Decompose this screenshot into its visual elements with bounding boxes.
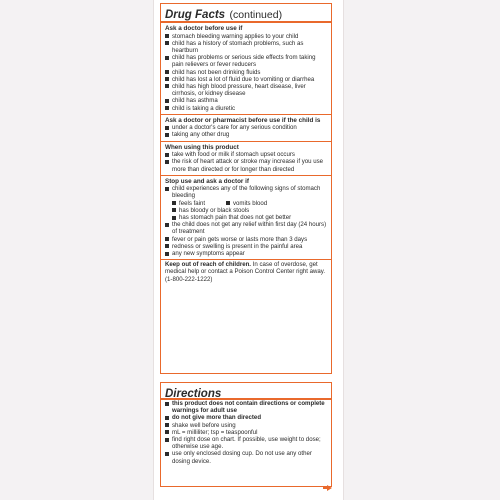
sub-list-item: has stomach pain that does not get better (165, 214, 327, 221)
list-item: fever or pain gets worse or lasts more than 3 days (165, 236, 327, 243)
list-item: the child does not get any relief within first day (24 hours) of treatment (165, 221, 327, 235)
list-item: use only enclosed dosing cup. Do not use any other dosing device. (165, 450, 328, 464)
list-item: do not give more than directed (165, 414, 328, 421)
list-item: child has problems or serious side effects from taking pain relievers or fever reducers (165, 54, 327, 68)
list-item: child experiences any of the following signs of stomach bleeding (165, 185, 327, 199)
keep-out-heading: Keep out of reach of children. (165, 261, 251, 269)
directions-heading: Directions (165, 388, 222, 400)
list-item: stomach bleeding warning applies to your child (165, 33, 327, 40)
ask-doctor-heading: Ask a doctor before use if (165, 25, 243, 32)
list-item: child is taking a diuretic (165, 105, 327, 112)
ask-doctor-section (161, 23, 331, 115)
list-item: child has a history of stomach problems, such as heartburn (165, 40, 327, 54)
list-item: child has lost a lot of fluid due to vomiting or diarrhea (165, 76, 327, 83)
sub-list-item: has bloody or black stools (165, 207, 327, 214)
list-item: child has high blood pressure, heart disease, liver cirrhosis, or kidney disease (165, 83, 327, 97)
sub-list-item: vomits blood (219, 200, 273, 207)
when-using-section (161, 142, 331, 176)
keep-out-paragraph (165, 261, 327, 283)
keep-out-section (161, 260, 331, 285)
directions-title-row (161, 383, 331, 400)
list-item: taking any other drug (165, 131, 327, 138)
list-item: redness or swelling is present in the painful area (165, 243, 327, 250)
sub-list-item: feels faint (165, 200, 219, 207)
list-item: this product does not contain directions or complete warnings for adult use (165, 400, 328, 414)
continue-arrow-icon (327, 485, 332, 491)
stop-use-heading: Stop use and ask a doctor if (165, 177, 249, 185)
ask-doctor-pharmacist-section (161, 115, 331, 142)
drug-facts-continued: (continued) (229, 9, 283, 21)
list-item: under a doctor's care for any serious condition (165, 124, 327, 131)
ask-doctor-pharmacist-heading: Ask a doctor or pharmacist before use if the child is (165, 116, 321, 124)
drug-facts-heading: Drug Facts (165, 9, 226, 21)
list-item: take with food or milk if stomach upset occurs (165, 151, 327, 158)
list-item: child has not been drinking fluids (165, 69, 327, 76)
list-item: child has asthma (165, 97, 327, 104)
list-item: any new symptoms appear (165, 250, 327, 257)
keep-out-text: In case of overdose, get medical help or contact a Poison Control Center right away. (1-800-222-1222) (165, 261, 326, 283)
list-item: the risk of heart attack or stroke may increase if you use more than directed or for longer than directed (165, 158, 327, 172)
drug-facts-title (161, 4, 331, 23)
list-item: mL = milliliter; tsp = teaspoonful (165, 429, 328, 436)
drug-facts-box (160, 3, 332, 374)
stop-use-section (161, 176, 331, 261)
list-item: find right dose on chart. If possible, use weight to dose; otherwise use age. (165, 436, 328, 450)
when-using-heading: When using this product (165, 143, 239, 151)
directions-box (160, 382, 332, 487)
sub-item-pair (165, 200, 327, 207)
list-item: shake well before using (165, 422, 328, 429)
